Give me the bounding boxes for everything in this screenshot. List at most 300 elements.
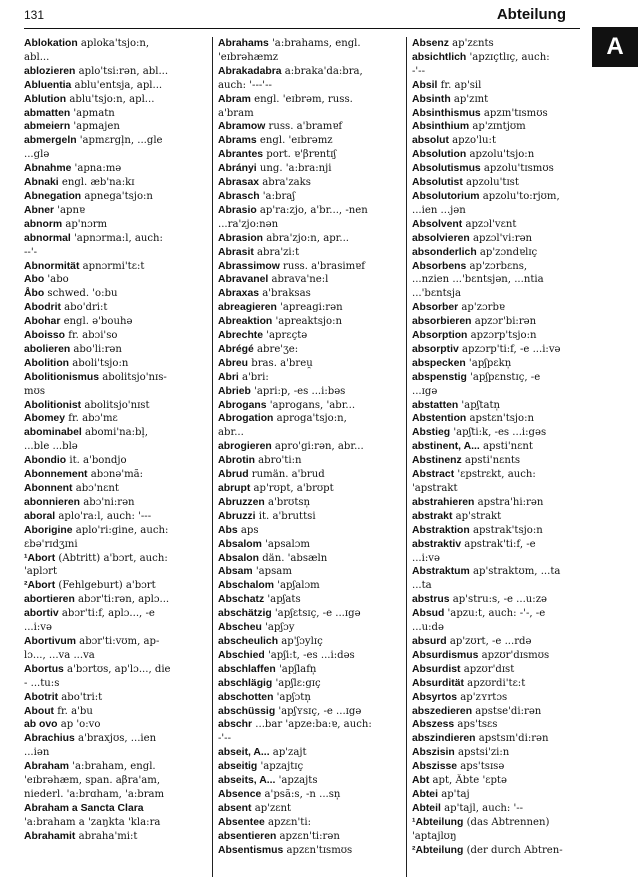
entry-pronunciation: 'apʃɔy <box>261 622 295 634</box>
dictionary-entry <box>24 246 212 260</box>
entry-pronunciation: 'apʃɛtsɪç, -e ...ɪgə <box>271 608 361 620</box>
dictionary-entry <box>218 746 406 760</box>
entry-headword: abspenstig <box>412 371 467 383</box>
dictionary-entry <box>24 635 212 649</box>
entry-pronunciation: 'apʃtatn̩ <box>458 399 501 411</box>
entry-headword: Abravanel <box>218 274 269 286</box>
entry-pronunciation: apsti'nɛnt <box>479 441 533 453</box>
entry-pronunciation: 'apzɪçtlɪç, auch: <box>466 51 550 63</box>
dictionary-entry <box>24 107 212 121</box>
dictionary-entry <box>218 760 406 774</box>
entry-headword: Absorption <box>412 330 468 342</box>
dictionary-entry <box>24 176 212 190</box>
entry-pronunciation: aps <box>237 524 259 536</box>
entry-pronunciation: ablu'tsjo:n, apl... <box>66 93 155 105</box>
entry-headword: Abrams <box>218 135 257 147</box>
dictionary-entry <box>412 371 584 385</box>
entry-pronunciation: 'apzajts <box>275 775 318 787</box>
entry-headword: Absud <box>412 608 445 620</box>
entry-pronunciation: engl. æb'na:kɪ <box>58 177 135 189</box>
entry-pronunciation: 'apreaktsjo:n <box>272 316 343 328</box>
entry-headword: abschüssig <box>218 705 276 717</box>
dictionary-entry <box>218 162 406 176</box>
entry-headword: abstrahieren <box>412 496 475 508</box>
entry-headword: Abrantes <box>218 149 264 161</box>
dictionary-entry <box>412 482 584 496</box>
entry-headword: Abrotin <box>218 455 255 467</box>
dictionary-entry <box>412 218 584 232</box>
entry-pronunciation: apstsɪn'di:rən <box>475 733 549 745</box>
dictionary-entry <box>412 385 584 399</box>
entry-headword: Abrányi <box>218 163 257 175</box>
dictionary-entry <box>218 134 406 148</box>
header-rule <box>24 28 580 29</box>
dictionary-entry <box>412 816 584 830</box>
dictionary-entry <box>218 79 406 93</box>
dictionary-entry <box>412 357 584 371</box>
dictionary-entry <box>412 37 584 51</box>
dictionary-entry <box>412 399 584 413</box>
dictionary-entry <box>24 190 212 204</box>
entry-headword: Abrieb <box>218 385 251 397</box>
entry-pronunciation: 'apmatn <box>70 107 115 119</box>
dictionary-entry <box>218 343 406 357</box>
entry-headword: Abraham <box>24 761 70 773</box>
dictionary-entry <box>218 273 406 287</box>
dictionary-entry <box>218 635 406 649</box>
entry-pronunciation: fr. abɔi'so <box>65 330 118 342</box>
dictionary-entry <box>24 204 212 218</box>
entry-pronunciation: apzɛn'tɪsmʊs <box>283 844 353 856</box>
dictionary-entry <box>24 412 212 426</box>
dictionary-entry <box>412 232 584 246</box>
entry-pronunciation: apzʊr'dɪsmʊs <box>478 649 550 661</box>
entry-headword: Abteil <box>412 802 441 814</box>
entry-pronunciation: engl. 'eɪbrəmz <box>256 135 333 147</box>
entry-pronunciation: ap'ʃɔylɪç <box>278 635 323 647</box>
entry-pronunciation: apsti'nɛnts <box>461 455 521 467</box>
dictionary-entry <box>24 593 212 607</box>
dictionary-entry <box>412 176 584 190</box>
entry-pronunciation: 'apʃpɛkn̩ <box>465 357 512 369</box>
dictionary-entry <box>412 301 584 315</box>
entry-pronunciation: 'apzu:t, auch: -'-, -e <box>444 608 546 620</box>
dictionary-entry <box>24 232 212 246</box>
dictionary-entry <box>24 760 212 774</box>
entry-headword: Abszisse <box>412 761 458 773</box>
entry-pronunciation: apzɔrp'tsjo:n <box>467 330 537 342</box>
entry-headword: Abrud <box>218 469 249 481</box>
entry-pronunciation: 'apmɛrgl̩n, ...gle <box>76 135 163 147</box>
entry-pronunciation: 'apnɔrma:l, auch: <box>70 232 163 244</box>
entry-pronunciation: ap'taj <box>437 788 470 800</box>
entry-pronunciation: ap'rʊpt, a'brʊpt <box>250 483 334 494</box>
entry-pronunciation: ...i:və <box>24 622 52 634</box>
entry-headword: Absinthismus <box>412 107 481 119</box>
entry-pronunciation: ap'zajt <box>269 747 307 759</box>
entry-pronunciation: abr... <box>218 427 244 439</box>
dictionary-entry <box>412 426 584 440</box>
dictionary-entry <box>412 663 584 677</box>
entry-pronunciation: - ...tu:s <box>24 677 60 689</box>
dictionary-columns <box>24 37 584 877</box>
dictionary-entry <box>218 287 406 301</box>
entry-headword: Absolutist <box>412 177 463 189</box>
entry-headword: Abo <box>24 274 45 286</box>
entry-headword: ablozieren <box>24 65 76 77</box>
entry-headword: Abstract <box>412 469 455 481</box>
entry-pronunciation: 'apnɐ <box>54 204 86 216</box>
entry-headword: Abondio <box>24 455 67 467</box>
entry-headword: aboral <box>24 510 56 522</box>
entry-pronunciation: 'a:braham a 'zaŋkta 'kla:ra <box>24 816 161 828</box>
dictionary-entry <box>218 440 406 454</box>
dictionary-entry <box>24 301 212 315</box>
entry-headword: Abscheu <box>218 622 262 634</box>
entry-pronunciation: 'apʃats <box>264 594 301 606</box>
entry-pronunciation: 'apʃɔtn̩ <box>273 691 311 703</box>
entry-headword: Abs <box>218 524 238 536</box>
entry-pronunciation: apzɪn'tɪsmʊs <box>480 107 548 119</box>
dictionary-entry <box>412 287 584 301</box>
dictionary-entry <box>218 677 406 691</box>
dictionary-entry <box>412 510 584 524</box>
dictionary-entry <box>24 552 212 566</box>
entry-pronunciation: russ. a'bramɐf <box>265 121 343 133</box>
dictionary-entry <box>218 232 406 246</box>
dictionary-entry <box>412 468 584 482</box>
entry-headword: Abnaki <box>24 177 59 189</box>
entry-headword: absolvieren <box>412 232 470 244</box>
entry-pronunciation: 'ɛpstrɛkt, auch: <box>454 469 536 481</box>
entry-pronunciation: russ. a'brasimɐf <box>279 260 365 272</box>
entry-pronunciation: abolitsjo'nɪs- <box>99 371 167 383</box>
dictionary-entry <box>24 705 212 719</box>
entry-pronunciation: abɔ'nɛnt <box>72 483 119 494</box>
entry-headword: Abruzzen <box>218 496 265 508</box>
entry-pronunciation: apzʊrdi'tɛ:t <box>463 677 526 689</box>
entry-pronunciation: abro'ti:n <box>254 455 302 467</box>
dictionary-entry <box>24 524 212 538</box>
dictionary-entry <box>218 607 406 621</box>
entry-pronunciation: apro'gi:rən, abr... <box>271 441 364 453</box>
dictionary-entry <box>412 621 584 635</box>
entry-pronunciation: apzɔl'vɛnt <box>462 218 517 230</box>
dictionary-entry <box>412 162 584 176</box>
entry-headword: absonderlich <box>412 246 477 258</box>
entry-pronunciation: ap'stru:s, -e ...u:zə <box>449 594 547 606</box>
entry-headword: abortiv <box>24 608 59 620</box>
entry-headword: Aboisso <box>24 330 65 342</box>
entry-pronunciation: apzɔrp'ti:f, -e ...i:və <box>458 343 561 355</box>
dictionary-entry <box>24 496 212 510</box>
entry-headword: abseitig <box>218 761 258 773</box>
entry-headword: abschotten <box>218 691 274 703</box>
entry-pronunciation: 'apreagi:rən <box>276 302 343 314</box>
entry-headword: abnormal <box>24 232 71 244</box>
dictionary-entry <box>218 454 406 468</box>
dictionary-entry <box>218 176 406 190</box>
entry-headword: abominabel <box>24 427 82 439</box>
dictionary-entry <box>412 204 584 218</box>
dictionary-entry <box>218 120 406 134</box>
dictionary-entry <box>24 621 212 635</box>
entry-pronunciation: ...ra'zjo:nən <box>218 218 279 230</box>
entry-headword: Aborigine <box>24 524 73 536</box>
entry-pronunciation: niederl. 'a:brɑham, 'a:bram <box>24 788 165 800</box>
dictionary-entry <box>24 218 212 232</box>
entry-headword: Abri <box>218 371 239 383</box>
dictionary-entry <box>412 496 584 510</box>
entry-pronunciation: 'apmajen <box>70 121 120 133</box>
dictionary-entry <box>412 51 584 65</box>
entry-headword: Abszess <box>412 719 455 731</box>
dictionary-entry <box>24 273 212 287</box>
entry-pronunciation: apzɔl'vi:rən <box>469 232 533 244</box>
dictionary-entry <box>412 607 584 621</box>
entry-pronunciation: 'apʃalɔm <box>274 580 320 592</box>
dictionary-entry <box>412 635 584 649</box>
entry-pronunciation: -'-- <box>412 65 426 77</box>
entry-pronunciation: (Fehlgeburt) a'bɔrt <box>55 580 156 592</box>
entry-headword: absichtlich <box>412 51 467 63</box>
dictionary-entry <box>24 343 212 357</box>
entry-headword: Absentismus <box>218 844 284 856</box>
entry-pronunciation: ap'ra:zjo, a'br..., -nen <box>256 204 368 216</box>
entry-headword: Abtei <box>412 788 438 800</box>
dictionary-entry <box>24 788 212 802</box>
dictionary-entry <box>24 51 212 65</box>
entry-pronunciation: apstrak'tsjo:n <box>469 524 543 536</box>
entry-pronunciation: 'aprɛçtə <box>263 330 308 342</box>
entry-pronunciation: ...i:və <box>412 552 440 564</box>
entry-pronunciation: abomi'na:bl̩, <box>81 427 148 439</box>
entry-pronunciation: a'braksas <box>259 288 311 300</box>
entry-pronunciation: (das Abtrennen) <box>463 816 550 828</box>
dictionary-entry <box>24 565 212 579</box>
dictionary-entry <box>218 190 406 204</box>
entry-headword: Abomey <box>24 413 65 425</box>
entry-pronunciation: (der durch Abtren- <box>463 844 563 856</box>
entry-headword: abschätzig <box>218 608 272 620</box>
entry-headword: Abschatz <box>218 594 265 606</box>
entry-headword: Ablution <box>24 93 67 105</box>
entry-pronunciation: ap 'o:vo <box>57 719 101 731</box>
entry-pronunciation: 'apsalɔm <box>261 538 311 550</box>
entry-pronunciation: ap'tajl, auch: '-- <box>440 802 524 814</box>
entry-headword: Absurdität <box>412 677 464 689</box>
entry-headword: Abrogans <box>218 399 267 411</box>
dictionary-entry <box>24 649 212 663</box>
entry-pronunciation: apstrak'ti:f, -e <box>461 538 536 550</box>
entry-headword: Abrasit <box>218 246 254 258</box>
dictionary-entry <box>24 162 212 176</box>
dictionary-entry <box>24 426 212 440</box>
entry-pronunciation: abra'zjo:n, apr... <box>263 232 350 244</box>
entry-headword: abonnieren <box>24 496 81 508</box>
entry-headword: Abonnement <box>24 469 88 481</box>
entry-pronunciation: ap'zɛnt <box>251 802 292 814</box>
entry-pronunciation: apzolu'tɪst <box>462 177 519 189</box>
dictionary-entry <box>218 37 406 51</box>
entry-headword: Absorbens <box>412 260 467 272</box>
dictionary-entry <box>412 246 584 260</box>
entry-headword: abstatten <box>412 399 459 411</box>
entry-headword: Absence <box>218 788 262 800</box>
dictionary-entry <box>218 524 406 538</box>
entry-pronunciation: 'apʃlɛ:gɪç <box>272 677 321 689</box>
entry-pronunciation: apstra'hi:rən <box>474 496 544 508</box>
entry-pronunciation: ap'zɔrbɛns, <box>466 260 528 272</box>
dictionary-entry <box>24 830 212 844</box>
dictionary-entry <box>218 649 406 663</box>
entry-headword: Absinthium <box>412 121 470 133</box>
entry-headword: Abrahams <box>218 38 269 49</box>
dictionary-entry <box>24 718 212 732</box>
dictionary-entry <box>412 107 584 121</box>
entry-pronunciation: abo'tri:t <box>58 691 103 703</box>
entry-pronunciation: ...ɪgə <box>412 385 438 397</box>
entry-headword: Abreaktion <box>218 316 273 328</box>
entry-pronunciation: aps'tsɛs <box>454 719 498 731</box>
dictionary-entry <box>218 426 406 440</box>
entry-pronunciation: aproga'tsjo:n, <box>273 413 347 425</box>
entry-headword: Abnormität <box>24 260 80 272</box>
dictionary-entry <box>218 357 406 371</box>
entry-pronunciation: 'apzajtɪç <box>257 761 304 773</box>
entry-pronunciation: 'a:braham, engl. <box>69 761 156 773</box>
dictionary-entry <box>412 732 584 746</box>
dictionary-entry <box>412 148 584 162</box>
entry-headword: Abohar <box>24 316 61 328</box>
entry-headword: abstrakt <box>412 510 453 522</box>
dictionary-entry <box>412 565 584 579</box>
entry-pronunciation: a'bri: <box>238 371 269 383</box>
dictionary-entry <box>24 579 212 593</box>
entry-pronunciation: aploka'tsjo:n, <box>77 38 150 49</box>
dictionary-entry <box>218 65 406 79</box>
entry-pronunciation: abra'zaks <box>259 177 311 189</box>
entry-pronunciation: apzolu'tsjo:n <box>466 149 535 161</box>
entry-headword: Abrahamit <box>24 830 76 842</box>
dictionary-entry <box>24 538 212 552</box>
dictionary-entry <box>218 538 406 552</box>
entry-pronunciation: abɔnə'mã: <box>87 469 144 481</box>
entry-pronunciation: apstɛn'tsjo:n <box>466 413 535 425</box>
dictionary-entry <box>24 677 212 691</box>
entry-pronunciation: 'eɪbrəhæm, span. aβra'am, <box>24 775 161 787</box>
entry-headword: Absolutismus <box>412 163 481 175</box>
entry-pronunciation: --'- <box>24 246 38 258</box>
entry-pronunciation: ap'strakt <box>452 510 502 522</box>
entry-pronunciation: fr. a'bu <box>54 705 93 717</box>
entry-pronunciation: apzɛn'ti: <box>264 816 311 828</box>
dictionary-entry <box>24 399 212 413</box>
entry-pronunciation: ap'nɔrm <box>62 218 108 230</box>
entry-headword: Abstraktum <box>412 566 470 578</box>
entry-headword: Abreu <box>218 357 249 369</box>
dictionary-entry <box>412 343 584 357</box>
dictionary-entry <box>218 412 406 426</box>
dictionary-entry <box>24 385 212 399</box>
dictionary-entry <box>412 329 584 343</box>
dictionary-entry <box>412 760 584 774</box>
entry-headword: Absolvent <box>412 218 463 230</box>
entry-pronunciation: apstsi'zi:n <box>454 747 510 759</box>
entry-headword: ab ovo <box>24 719 58 731</box>
entry-headword: Abnegation <box>24 190 82 202</box>
entry-pronunciation: apt, Äbte 'ɛptə <box>429 775 507 787</box>
dictionary-entry <box>218 301 406 315</box>
entry-headword: Abstieg <box>412 427 451 439</box>
entry-pronunciation: apzɔr'bi:rən <box>471 316 537 328</box>
entry-headword: Abotrit <box>24 691 59 703</box>
dictionary-entry <box>24 732 212 746</box>
entry-pronunciation: (Abtritt) a'bɔrt, auch: <box>55 552 168 564</box>
dictionary-entry <box>218 329 406 343</box>
entry-pronunciation: dän. 'absæln <box>259 552 328 564</box>
dictionary-entry <box>24 440 212 454</box>
entry-pronunciation: it. a'bruttsi <box>255 510 316 522</box>
entry-headword: Abraxas <box>218 288 260 300</box>
entry-pronunciation: aboli'tsjo:n <box>69 357 129 369</box>
entry-headword: Abstinenz <box>412 455 462 467</box>
entry-headword: Abrachius <box>24 733 75 745</box>
entry-pronunciation: a'bɔrtʊs, ap'lɔ..., die <box>63 663 171 675</box>
entry-headword: Abruzzi <box>218 510 256 522</box>
dictionary-entry <box>412 65 584 79</box>
dictionary-entry <box>24 371 212 385</box>
dictionary-entry <box>24 329 212 343</box>
entry-pronunciation: aplo'tsi:rən, abl... <box>75 65 169 77</box>
entry-pronunciation: ablu'entsja, apl... <box>71 79 163 91</box>
entry-headword: abreagieren <box>218 302 277 314</box>
entry-pronunciation: 'aplɔrt <box>24 566 58 578</box>
entry-pronunciation: a'psã:s, -n ...sn̩ <box>261 788 341 800</box>
entry-pronunciation: ap'straktʊm, ...ta <box>469 566 561 578</box>
entry-headword: abschr <box>218 719 253 731</box>
dictionary-entry <box>24 802 212 816</box>
entry-pronunciation: a'brʊtsn̩ <box>264 496 311 508</box>
entry-headword: Absolutorium <box>412 190 480 202</box>
entry-pronunciation: ...glə <box>24 149 50 161</box>
dictionary-entry <box>24 746 212 760</box>
entry-pronunciation: apzolu'to:rjʊm, <box>479 190 560 202</box>
dictionary-entry <box>218 399 406 413</box>
entry-pronunciation: lɔ..., ...va ...va <box>24 649 95 661</box>
dictionary-entry <box>218 107 406 121</box>
entry-headword: abmeiern <box>24 121 71 133</box>
entry-pronunciation: engl. ə'bouhə <box>60 316 133 328</box>
dictionary-entry <box>24 454 212 468</box>
entry-pronunciation: rumän. a'brud <box>248 469 325 481</box>
entry-pronunciation: 'apstrakt <box>412 483 458 494</box>
dictionary-entry <box>218 788 406 802</box>
dictionary-entry <box>24 816 212 830</box>
entry-headword: Absyrtos <box>412 691 458 703</box>
entry-pronunciation: ...iən <box>24 747 50 759</box>
entry-pronunciation: ap'zɪnt <box>450 93 489 105</box>
entry-headword: Abrasio <box>218 204 257 216</box>
entry-pronunciation: abraha'mi:t <box>75 830 138 842</box>
dictionary-entry <box>218 593 406 607</box>
entry-pronunciation: abra'zi:t <box>253 246 300 258</box>
dictionary-entry <box>412 774 584 788</box>
entry-pronunciation: 'eɪbrəhæmz <box>218 51 279 63</box>
dictionary-entry <box>24 287 212 301</box>
dictionary-entry <box>218 315 406 329</box>
entry-headword: Absam <box>218 566 253 578</box>
